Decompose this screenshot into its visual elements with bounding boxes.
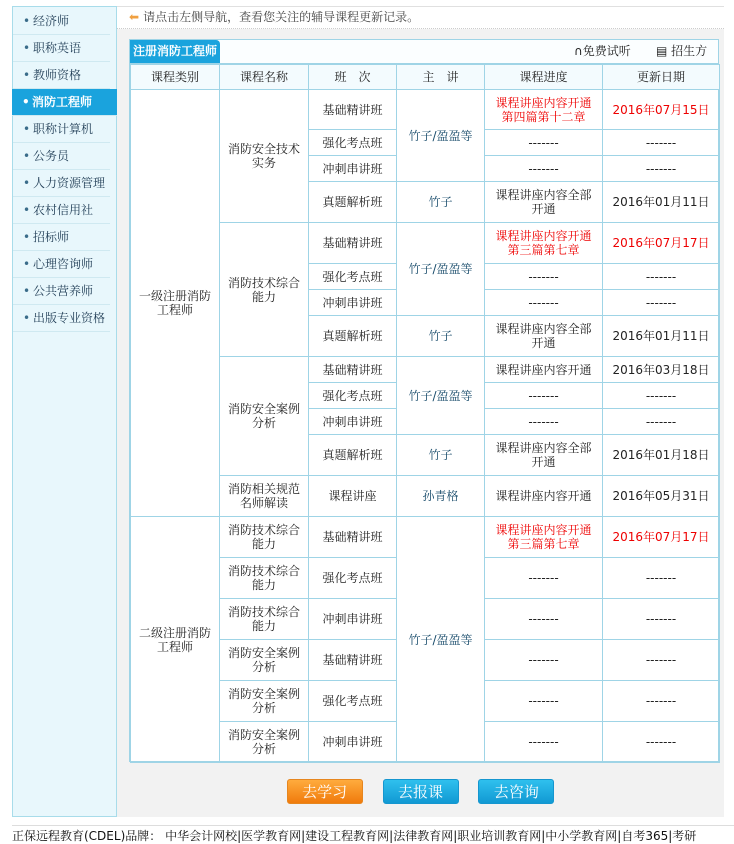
teacher-cell: 竹子 xyxy=(397,435,485,476)
bullet-icon: • xyxy=(23,122,31,136)
date-cell: ------- xyxy=(603,383,720,409)
bullet-icon: • xyxy=(22,95,30,109)
class-cell: 强化考点班 xyxy=(309,383,397,409)
teacher-cell: 竹子 xyxy=(397,316,485,357)
class-cell: 基础精讲班 xyxy=(309,640,397,681)
tip-text: 请点击左侧导航，查看您关注的辅导课程更新记录。 xyxy=(143,10,420,24)
class-cell: 冲刺串讲班 xyxy=(309,409,397,435)
sidebar-item[interactable] xyxy=(13,35,110,62)
course-name-cell: 消防安全技术实务 xyxy=(220,90,309,223)
date-cell: ------- xyxy=(603,409,720,435)
column-header: 课程类别 xyxy=(131,65,220,90)
class-cell: 真题解析班 xyxy=(309,435,397,476)
class-cell: 强化考点班 xyxy=(309,558,397,599)
panel-header xyxy=(130,40,718,64)
course-name-cell: 消防安全案例分析 xyxy=(220,357,309,476)
sidebar-item[interactable] xyxy=(13,116,110,143)
panel-title: 注册消防工程师 xyxy=(130,40,220,63)
sidebar-item-label: 人力资源管理 xyxy=(33,176,106,190)
class-cell: 冲刺串讲班 xyxy=(309,156,397,182)
progress-cell: 课程讲座内容开通 第四篇第十二章 xyxy=(485,90,603,130)
enroll-link[interactable]: ▤ 招生方 xyxy=(656,44,708,58)
class-cell: 冲刺串讲班 xyxy=(309,290,397,316)
sidebar-item-label: 经济师 xyxy=(33,14,70,28)
class-cell: 基础精讲班 xyxy=(309,357,397,383)
class-cell: 强化考点班 xyxy=(309,264,397,290)
progress-cell: ------- xyxy=(485,409,603,435)
arrow-left-icon: ⬅ xyxy=(129,10,140,24)
teacher-cell: 竹子 xyxy=(397,182,485,223)
class-cell: 基础精讲班 xyxy=(309,90,397,130)
date-cell: ------- xyxy=(603,290,720,316)
date-cell: 2016年03月18日 xyxy=(603,357,720,383)
progress-cell: 课程讲座内容开通 xyxy=(485,357,603,383)
action-buttons xyxy=(117,779,724,804)
register-course-button[interactable]: 去报课 xyxy=(383,779,459,804)
sidebar-item[interactable] xyxy=(13,170,110,197)
bullet-icon: • xyxy=(23,203,31,217)
class-cell: 基础精讲班 xyxy=(309,223,397,264)
column-header: 课程进度 xyxy=(485,65,603,90)
category-cell: 一级注册消防工程师 xyxy=(131,90,220,517)
teacher-cell: 竹子/盈盈等 xyxy=(397,223,485,316)
bullet-icon: • xyxy=(23,230,31,244)
sidebar-item-label: 公务员 xyxy=(33,149,70,163)
progress-cell: ------- xyxy=(485,722,603,763)
progress-cell: ------- xyxy=(485,558,603,599)
category-cell: 二级注册消防工程师 xyxy=(131,517,220,763)
sidebar-item-label: 招标师 xyxy=(33,230,70,244)
bullet-icon: • xyxy=(23,68,31,82)
bullet-icon: • xyxy=(23,257,31,271)
course-name-cell: 消防相关规范名师解读 xyxy=(220,476,309,517)
headphones-icon: ∩ xyxy=(574,44,583,58)
date-cell: ------- xyxy=(603,681,720,722)
date-cell: 2016年07月17日 xyxy=(603,517,720,558)
date-cell: ------- xyxy=(603,640,720,681)
progress-cell: ------- xyxy=(485,599,603,640)
sidebar-item[interactable] xyxy=(13,197,110,224)
bullet-icon: • xyxy=(23,14,31,28)
table-row xyxy=(131,517,720,558)
footer-brands: 正保远程教育(CDEL)品牌： 中华会计网校|医学教育网|建设工程教育网|法律教育网|职业培训教育网|中小学教育网|自考365|考研 xyxy=(12,825,734,844)
course-name-cell: 消防安全案例分析 xyxy=(220,722,309,763)
date-cell: ------- xyxy=(603,558,720,599)
study-button[interactable]: 去学习 xyxy=(287,779,363,804)
consult-button[interactable]: 去咨询 xyxy=(478,779,554,804)
column-header: 主 讲 xyxy=(397,65,485,90)
sidebar-item[interactable] xyxy=(13,8,110,35)
course-name-cell: 消防技术综合能力 xyxy=(220,517,309,558)
course-name-cell: 消防安全案例分析 xyxy=(220,681,309,722)
sidebar-item-label: 农村信用社 xyxy=(33,203,94,217)
progress-cell: ------- xyxy=(485,264,603,290)
class-cell: 课程讲座 xyxy=(309,476,397,517)
date-cell: ------- xyxy=(603,264,720,290)
sidebar-item-label: 公共营养师 xyxy=(33,284,94,298)
table-row xyxy=(131,223,720,264)
date-cell: ------- xyxy=(603,599,720,640)
bullet-icon: • xyxy=(23,41,31,55)
table-header-row xyxy=(131,65,720,90)
bullet-icon: • xyxy=(23,311,31,325)
date-cell: 2016年07月17日 xyxy=(603,223,720,264)
course-table xyxy=(130,64,720,763)
teacher-cell: 孙青格 xyxy=(397,476,485,517)
progress-cell: 课程讲座内容开通 xyxy=(485,476,603,517)
class-cell: 真题解析班 xyxy=(309,182,397,223)
date-cell: ------- xyxy=(603,722,720,763)
progress-cell: ------- xyxy=(485,383,603,409)
progress-cell: 课程讲座内容全部 开通 xyxy=(485,182,603,223)
progress-cell: 课程讲座内容开通 第三篇第七章 xyxy=(485,517,603,558)
free-listen-link[interactable]: ∩免费试听 xyxy=(574,44,631,58)
sidebar-item[interactable] xyxy=(13,62,110,89)
class-cell: 真题解析班 xyxy=(309,316,397,357)
class-cell: 冲刺串讲班 xyxy=(309,722,397,763)
progress-cell: ------- xyxy=(485,290,603,316)
document-icon: ▤ xyxy=(656,44,672,58)
sidebar-item[interactable] xyxy=(13,305,110,332)
date-cell: ------- xyxy=(603,156,720,182)
date-cell: 2016年07月15日 xyxy=(603,90,720,130)
bullet-icon: • xyxy=(23,284,31,298)
column-header: 班 次 xyxy=(309,65,397,90)
course-name-cell: 消防技术综合能力 xyxy=(220,558,309,599)
progress-cell: ------- xyxy=(485,156,603,182)
progress-cell: ------- xyxy=(485,681,603,722)
tip-bar xyxy=(117,7,724,29)
class-cell: 强化考点班 xyxy=(309,681,397,722)
course-name-cell: 消防技术综合能力 xyxy=(220,599,309,640)
bullet-icon: • xyxy=(23,149,31,163)
sidebar-item[interactable] xyxy=(13,278,110,305)
progress-cell: 课程讲座内容全部 开通 xyxy=(485,435,603,476)
sidebar-item-label: 出版专业资格 xyxy=(33,311,106,325)
date-cell: ------- xyxy=(603,130,720,156)
sidebar-item-label: 职称英语 xyxy=(33,41,82,55)
date-cell: 2016年01月18日 xyxy=(603,435,720,476)
progress-cell: ------- xyxy=(485,130,603,156)
column-header: 课程名称 xyxy=(220,65,309,90)
course-name-cell: 消防技术综合能力 xyxy=(220,223,309,357)
sidebar-item-label: 消防工程师 xyxy=(32,95,93,109)
teacher-cell: 竹子/盈盈等 xyxy=(397,90,485,182)
date-cell: 2016年01月11日 xyxy=(603,316,720,357)
class-cell: 基础精讲班 xyxy=(309,517,397,558)
sidebar-item-label: 职称计算机 xyxy=(33,122,94,136)
progress-cell: ------- xyxy=(485,640,603,681)
course-name-cell: 消防安全案例分析 xyxy=(220,640,309,681)
column-header: 更新日期 xyxy=(603,65,720,90)
sidebar xyxy=(12,6,117,817)
sidebar-item-label: 教师资格 xyxy=(33,68,82,82)
table-row xyxy=(131,476,720,517)
sidebar-item[interactable] xyxy=(12,89,126,116)
sidebar-item[interactable] xyxy=(13,143,110,170)
sidebar-item[interactable] xyxy=(13,251,110,278)
course-panel xyxy=(129,39,719,762)
table-row xyxy=(131,357,720,383)
sidebar-item[interactable] xyxy=(13,224,110,251)
date-cell: 2016年05月31日 xyxy=(603,476,720,517)
teacher-cell: 竹子/盈盈等 xyxy=(397,357,485,435)
progress-cell: 课程讲座内容开通 第三篇第七章 xyxy=(485,223,603,264)
class-cell: 强化考点班 xyxy=(309,130,397,156)
table-row xyxy=(131,90,720,130)
progress-cell: 课程讲座内容全部 开通 xyxy=(485,316,603,357)
class-cell: 冲刺串讲班 xyxy=(309,599,397,640)
main-content xyxy=(117,6,724,817)
sidebar-item-label: 心理咨询师 xyxy=(33,257,94,271)
date-cell: 2016年01月11日 xyxy=(603,182,720,223)
bullet-icon: • xyxy=(23,176,31,190)
teacher-cell: 竹子/盈盈等 xyxy=(397,517,485,763)
